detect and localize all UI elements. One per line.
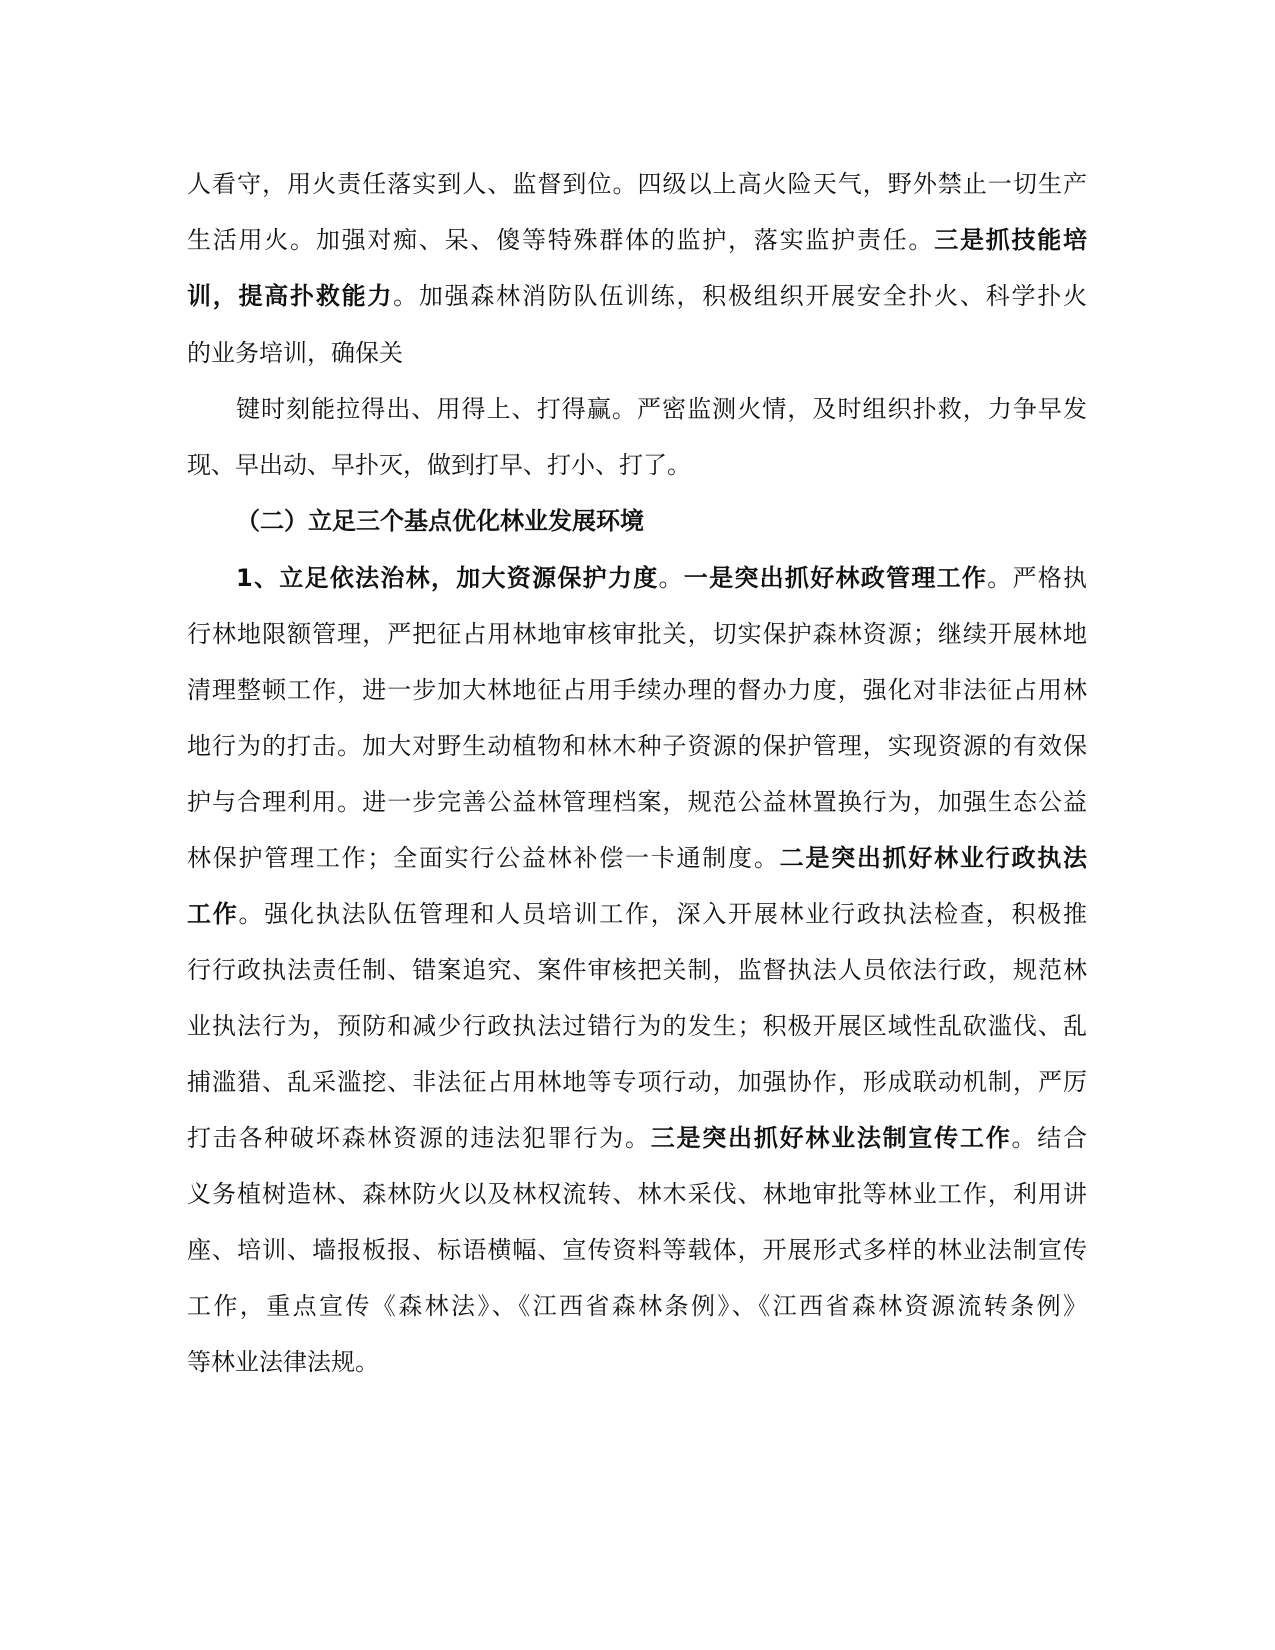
text-line <box>187 1176 1087 1212</box>
text-line <box>187 1344 1087 1380</box>
text-line <box>187 728 1087 764</box>
text-line <box>187 222 1087 258</box>
text-run: 键时刻能拉得出、用得上、打得赢。严密监测火情，及时组织扑救，力争早发 <box>236 395 1087 423</box>
bold-text-run: 1、立足依法治林，加大资源保护力度 <box>236 564 659 592</box>
text-run: 清理整顿工作，进一步加大林地征占用手续办理的督办力度，强化对非法征占用林 <box>187 676 1087 704</box>
text-run: 座、培训、墙报板报、标语横幅、宣传资料等载体，开展形式多样的林业法制宣传 <box>187 1236 1087 1264</box>
text-run: 。 <box>658 564 684 592</box>
text-run: 行行政执法责任制、错案追究、案件审核把关制，监督执法人员依法行政，规范林 <box>187 956 1087 984</box>
text-run: 义务植树造林、森林防火以及林权流转、林木采伐、林地审批等林业工作，利用讲 <box>187 1180 1087 1208</box>
text-line <box>187 278 1087 314</box>
text-run: 。强化执法队伍管理和人员培训工作，深入开展林业行政执法检查，积极推 <box>238 900 1087 928</box>
text-run: 行林地限额管理，严把征占用林地审核审批关，切实保护森林资源；继续开展林地 <box>187 620 1087 648</box>
bold-text-run: 一是突出抓好林政管理工作 <box>683 564 988 592</box>
text-line <box>187 447 1087 483</box>
text-line <box>187 840 1087 876</box>
text-run: 现、早出动、早扑灭，做到打早、打小、打了。 <box>187 451 691 479</box>
text-run: 人看守，用火责任落实到人、监督到位。四级以上高火险天气，野外禁止一切生产 <box>187 170 1087 198</box>
text-run: 林保护管理工作；全面实行公益林补偿一卡通制度。 <box>187 844 780 872</box>
text-line <box>187 952 1087 988</box>
text-line <box>187 896 1087 932</box>
text-line <box>236 391 1087 427</box>
bold-text-run: 三是抓技能培 <box>934 226 1087 254</box>
text-run: 。结合 <box>1011 1124 1087 1152</box>
text-line <box>236 560 1087 596</box>
text-run: 捕滥猎、乱采滥挖、非法征占用林地等专项行动，加强协作，形成联动机制，严厉 <box>187 1068 1087 1096</box>
text-run: 打击各种破坏森林资源的违法犯罪行为。 <box>187 1124 651 1152</box>
section-heading: （二）立足三个基点优化林业发展环境 <box>236 507 644 535</box>
text-run: 的业务培训，确保关 <box>187 339 403 367</box>
bold-text-run: 三是突出抓好林业法制宣传工作 <box>650 1124 1012 1152</box>
bold-text-run: 训，提高扑救能力 <box>187 282 394 310</box>
bold-text-run: 工作 <box>187 900 239 928</box>
text-line <box>187 335 1087 371</box>
text-run: 地行为的打击。加大对野生动植物和林木种子资源的保护管理，实现资源的有效保 <box>187 732 1087 760</box>
text-run: 护与合理利用。进一步完善公益林管理档案，规范公益林置换行为，加强生态公益 <box>187 788 1087 816</box>
text-line <box>187 1232 1087 1268</box>
text-line <box>187 1064 1087 1100</box>
text-run: 工作，重点宣传《森林法》、《江西省森林条例》、《江西省森林资源流转条例》 <box>187 1292 1087 1320</box>
text-line <box>187 166 1087 202</box>
text-run: 等林业法律法规。 <box>187 1348 379 1376</box>
text-run: 生活用火。加强对痴、呆、傻等特殊群体的监护，落实监护责任。 <box>187 226 935 254</box>
text-line <box>187 784 1087 820</box>
text-line <box>187 1008 1087 1044</box>
text-run: 。加强森林消防队伍训练，积极组织开展安全扑火、科学扑火 <box>393 282 1087 310</box>
text-line <box>187 616 1087 652</box>
text-line <box>187 1120 1087 1156</box>
text-line <box>187 1288 1087 1324</box>
text-line <box>187 672 1087 708</box>
bold-text-run: 二是突出抓好林业行政执法 <box>779 844 1087 872</box>
text-run: 业执法行为，预防和减少行政执法过错行为的发生；积极开展区域性乱砍滥伐、乱 <box>187 1012 1087 1040</box>
text-run: 。严格执 <box>987 564 1087 592</box>
